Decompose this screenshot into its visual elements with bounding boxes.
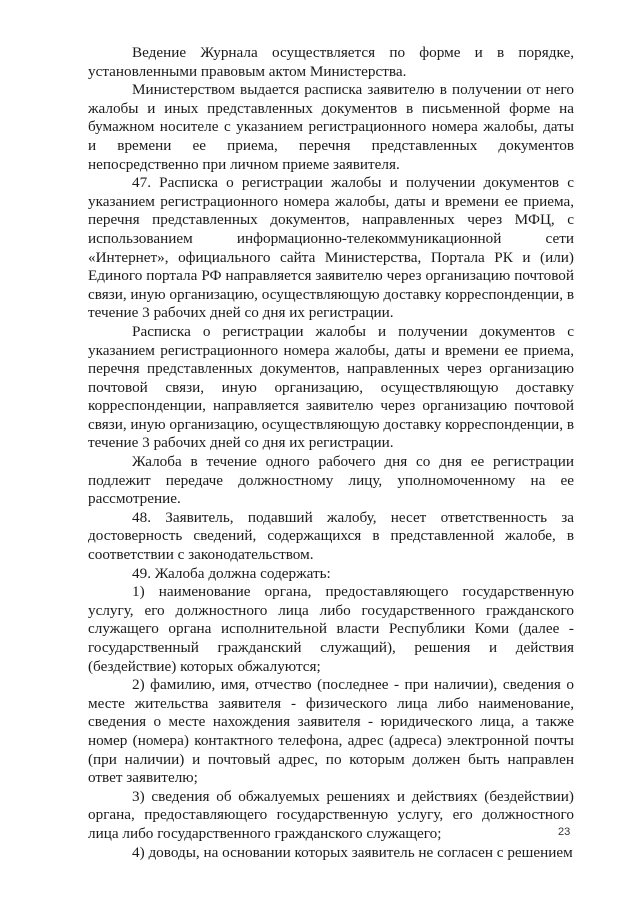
list-item-4: 4) доводы, на основании которых заявитель не согласен с решением	[132, 843, 573, 861]
paragraph-receipt-postal: Расписка о регистрации жалобы и получении документов с указанием регистрационного номера жалобы, даты и времени ее приема, перечня представленных документов, направленных через организацию почтовой связи, иную организацию, осуществляющую доставку корреспонденции, направляется заявителю через организацию почтовой связи, иную организацию, осуществляющую доставку корреспонденции, в течение 3 рабочих дней со дня их регистрации.	[88, 322, 574, 452]
document-body	[88, 44, 574, 862]
paragraph-transfer: Жалоба в течение одного рабочего дня со дня ее регистрации подлежит передаче должностному лицу, уполномоченному на ее рассмотрение.	[88, 453, 574, 508]
page-number: 23	[558, 826, 571, 838]
list-item-2: 2) фамилию, имя, отчество (последнее - при наличии), сведения о месте жительства заявителя - физического лица либо наименование, сведения о месте нахождения заявителя - юридического лица, а также номер (номера) контактного телефона, адрес (адреса) электронной почты (при наличии) и почтовый адрес, по которым должен быть направлен ответ заявителю;	[88, 676, 574, 787]
paragraph-journal: Ведение Журнала осуществляется по форме и в порядке, установленными правовым актом Министерства.	[88, 44, 574, 80]
paragraph-49: 49. Жалоба должна содержать:	[132, 564, 331, 582]
paragraph-receipt-personal: Министерством выдается расписка заявителю в получении от него жалобы и иных представленных документов в письменной форме на бумажном носителе с указанием регистрационного номера жалобы, даты и времени ее приема, перечня представленных документов непосредственно при личном приеме заявителя.	[88, 81, 574, 173]
paragraph-47: 47. Расписка о регистрации жалобы и получении документов с указанием регистрационного номера жалобы, даты и времени ее приема, перечня представленных документов, направленных через МФЦ, с использованием информационно-телекоммуникационной сети «Интернет», официального сайта Министерства, Портала РК и (или) Единого портала РФ направляется заявителю через организацию почтовой связи, иную организацию, осуществляющую доставку корреспонденции, в течение 3 рабочих дней со дня их регистрации.	[88, 174, 574, 322]
paragraph-48: 48. Заявитель, подавший жалобу, несет ответственность за достоверность сведений, содержащихся в представленной жалобе, в соответствии с законодательством.	[88, 508, 574, 564]
list-item-1: 1) наименование органа, предоставляющего государственную услугу, его должностного лица либо государственного гражданского служащего органа исполнительной власти Республики Коми (далее - государственный гражданский служащий), решения и действия (бездействие) которых обжалуются;	[88, 583, 574, 675]
list-item-3: 3) сведения об обжалуемых решениях и действиях (бездействии) органа, предоставляющего государственную услугу, его должностного лица либо государственного гражданского служащего;	[88, 787, 574, 842]
